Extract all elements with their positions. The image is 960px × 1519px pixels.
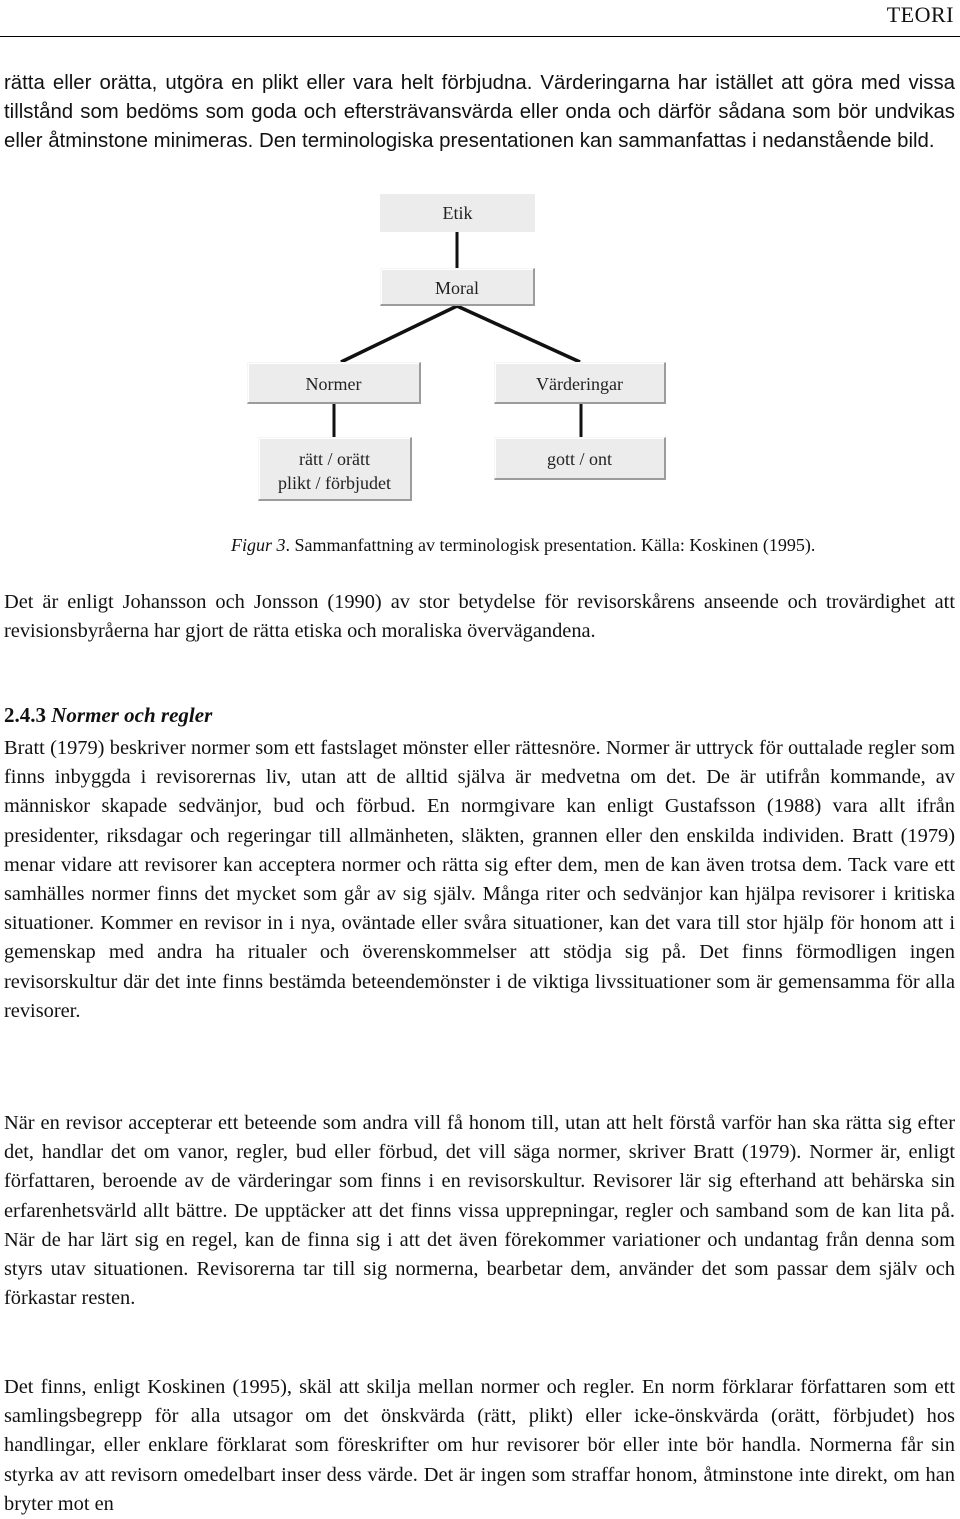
normer-label: Normer: [305, 374, 362, 394]
moral-box: [380, 268, 535, 306]
gott-ont-box: [494, 437, 666, 480]
etik-box: [380, 194, 535, 232]
connector-moral-normer: [341, 306, 457, 362]
normer-box: [247, 362, 421, 404]
varderingar-label: Värderingar: [536, 374, 623, 394]
section-title: Normer och regler: [51, 703, 213, 727]
page-header: [0, 0, 960, 37]
paragraph-accepterar: När en revisor accepterar ett beteende som andra vill få honom till, utan att helt förstå varför han ska rätta sig efter det, handlar det om vanor, regler, bud eller förbud, det vill säga normer, skriver Bratt (1979). Normer är, enligt författaren, beroende av de värderingar som finns i en revisorskultur. Revisorer lär sig efterhand att behärska sin erfarenhetsvärld allt bättre. De upptäcker att det finns vissa upprepningar, regler och samband som de kan lita på. När de har lärt sig en regel, kan de finna sig i att det även förekommer variationer och undantag från denna som styrs utav situationen. Revisorerna tar till sig normerna, bearbetar dem, använder det som passar dem själv och förkastar resten.: [4, 1112, 955, 1310]
figure-caption-text: . Sammanfattning av terminologisk presentation. Källa: Koskinen (1995).: [285, 535, 816, 555]
paragraph-bratt: Bratt (1979) beskriver normer som ett fastslaget mönster eller rättesnöre. Normer är uttryck för outtalade regler som finns inbyggda i revisorernas liv, utan att de alltid själva är medvetna om det. De är utifrån kommande, av människor skapade sedvänjor, bud och förbud. En normgivare kan enligt Gustafsson (1988) vara allt ifrån presidenter, riksdagar och regeringar till allmänheten, släkten, grannen eller den enskilda individen. Bratt (1979) menar vidare att revisorer kan acceptera normer och rätta sig efter dem, men de kan även trotsa dem. Tack vare ett samhälles normer finns det mycket som går av sig själv. Många riter och sedvänjor kan hjälpa revisorer i kritiska situationer. Kommer en revisor in i nya, oväntade eller svåra situationer, kan det vara till stor hjälp för honom att i gemenskap med andra ha ritualer och överenskommelser att stödja sig på. Det finns förmodligen ingen revisorskultur där det inte finns bestämda beteendemönster i de viktiga livssituationer som är gemensamma för alla revisorer.: [4, 737, 955, 1022]
paragraph-koskinen: Det finns, enligt Koskinen (1995), skäl att skilja mellan normer och regler. En norm förklarar författaren som ett samlingsbegrepp för alla utsagor om det önskvärda (rätt, plikt) eller icke-önskvärda (orätt, förbjudet) hos handlingar, eller enklare förklarat som föreskrifter om hur revisorer bör eller inte bör handla. Normerna får sin styrka av att revisorn omedelbart inser dess värde. Det är ingen som straffar honom, åtminstone inte direkt, om han bryter mot en: [4, 1376, 955, 1515]
moral-label: Moral: [435, 278, 479, 298]
figure-caption: [231, 535, 815, 556]
section-heading: [4, 703, 212, 728]
ratt-oratt-label: rätt / orätt: [299, 449, 370, 469]
plikt-forbjudet-label: plikt / förbjudet: [278, 473, 391, 493]
intro-paragraph: rätta eller orätta, utgöra en plikt eller vara helt förbjudna. Värderingarna har istället att göra med vissa tillstånd som bedöms som goda och eftersträvansvärda eller onda och därför sådana som bör undvikas eller åtminstone minimeras. Den terminologiska presentationen kan sammanfattas i nedanstående bild.: [4, 72, 955, 153]
ratt-oratt-box: [258, 437, 412, 501]
header-title: TEORI: [886, 2, 954, 27]
connector-moral-varderingar: [457, 306, 580, 362]
figure-caption-label: Figur 3: [231, 535, 286, 555]
gott-ont-label: gott / ont: [546, 449, 612, 469]
varderingar-box: [494, 362, 666, 404]
section-number: 2.4.3: [4, 703, 46, 727]
etik-label: Etik: [442, 203, 473, 223]
paragraph-johansson: Det är enligt Johansson och Jonsson (1990) av stor betydelse för revisorskårens anseende och trovärdighet att revisionsbyråerna har gjort de rätta etiska och moraliska övervägandena.: [4, 591, 955, 643]
